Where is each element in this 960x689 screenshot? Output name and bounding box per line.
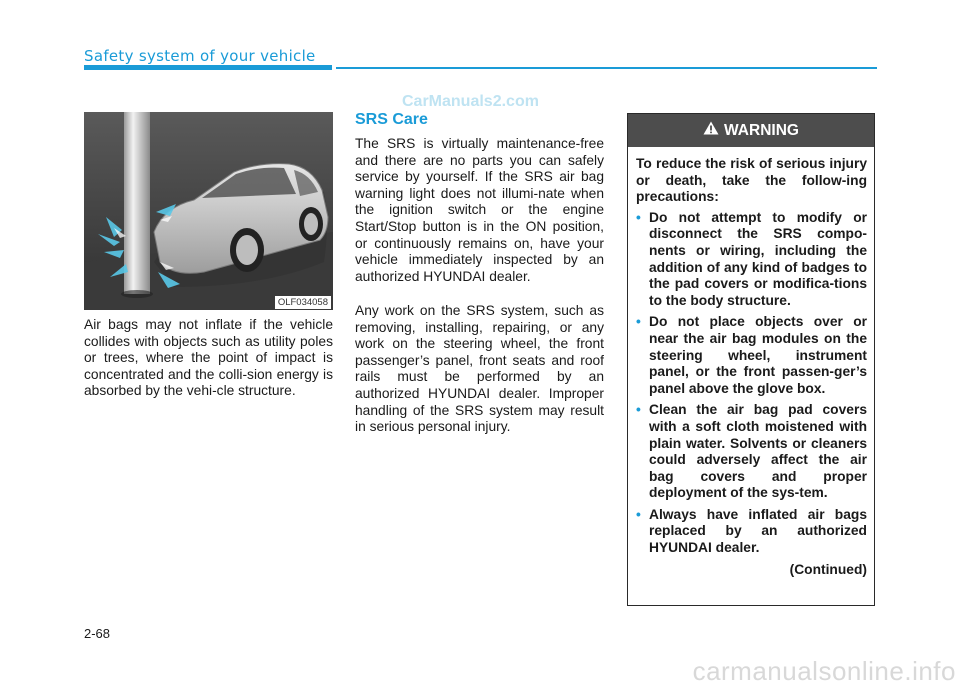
warning-bullet-item: • Do not attempt to modify or disconnect the SRS compo-nents or wiring, including the addition of any kind of badges to the pad covers or modifica-tions to the body structure. [636, 209, 867, 308]
bullet-glyph: • [636, 402, 641, 418]
car-collides-pole-illustration [84, 112, 333, 310]
car-pole-figure [84, 112, 333, 310]
bullet-glyph: • [636, 506, 641, 522]
warning-bullet-item: • Always have inflated air bags replaced by an authorized HYUNDAI dealer. [636, 506, 867, 556]
srs-care-paragraph-1: The SRS is virtually maintenance-free and there are no parts you can safely service by yourself. If the SRS air bag warning light does not illumi-nate when the ignition switch or the engine Start/Stop button is in the ON position, or continuously remains on, have your vehicle immediately inspected by an authorized HYUNDAI dealer. [355, 136, 604, 284]
watermark-top: CarManuals2.com [402, 93, 539, 110]
left-column-text: Air bags may not inflate if the vehicle collides with objects such as utility poles or trees, where the point of impact is concentrated and the colli-sion energy is absorbed by the vehi-cle structure. [84, 317, 333, 399]
warning-list [636, 210, 867, 557]
warning-header [628, 114, 874, 147]
warning-bullet-item: • Do not place objects over or near the air bag modules on the steering wheel, instrument panel, or the front passen-ger’s panel above the glove box. [636, 314, 867, 396]
warning-triangle-icon [703, 121, 719, 140]
figure-code: OLF034058 [275, 296, 331, 309]
header-title: Safety system of your vehicle [84, 47, 316, 65]
warning-box [627, 113, 875, 606]
warning-title: WARNING [724, 121, 799, 139]
srs-care-paragraph-2: Any work on the SRS system, such as removing, installing, repairing, or any work on the steering wheel, the front passenger’s panel, front seats and roof rails must be performed by an authorized HYUNDAI dealer. Improper handling of the SRS system may result in serious personal injury. [355, 303, 604, 435]
bullet-glyph: • [636, 314, 641, 330]
warning-bullet-item: • Clean the air bag pad covers with a soft cloth moistened with plain water. Solvents or cleaners could adversely affect the air bag covers and proper deployment of the sys-tem. [636, 402, 867, 501]
header-rule-thick [84, 65, 332, 70]
warning-content [628, 147, 874, 578]
header-rule-thin [336, 67, 877, 69]
bullet-glyph: • [636, 209, 641, 225]
section-title: SRS Care [355, 111, 428, 128]
warning-intro: To reduce the risk of serious injury or death, take the follow-ing precautions: [636, 156, 867, 205]
watermark-bottom: carmanualsonline.info [692, 656, 956, 686]
continued-label: (Continued) [789, 561, 867, 577]
page-number: 2-68 [84, 626, 111, 641]
